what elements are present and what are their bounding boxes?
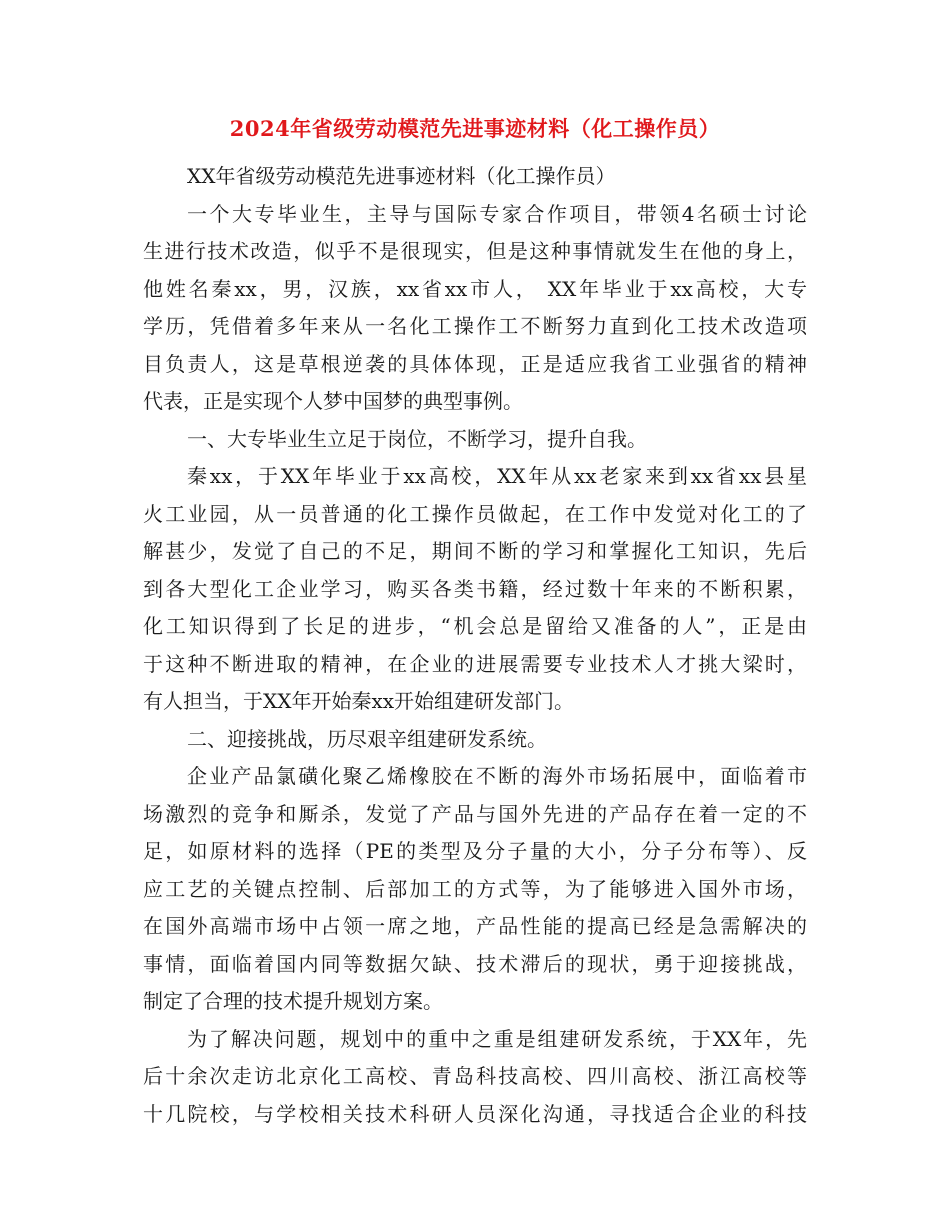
text-line: 一、大专毕业生立足于岗位，不断学习，提升自我。 xyxy=(187,426,647,451)
text-line: 学历，凭借着多年来从一名化工操作工不断努力直到化工技术改造项 xyxy=(143,314,807,338)
text-line: 目负责人，这是草根逆袭的具体体现，正是适应我省工业强省的精神 xyxy=(143,351,807,376)
text-line: 秦xx，于XX年毕业于xx高校，XX年从xx老家来到xx省xx县星 xyxy=(187,464,807,488)
text-line: 代表，正是实现个人梦中国梦的典型事例。 xyxy=(143,389,523,413)
text-line: 在国外高端市场中占领一席之地，产品性能的提高已经是急需解决的 xyxy=(143,914,807,938)
text-line: 解甚少，发觉了自己的不足，期间不断的学习和掌握化工知识，先后 xyxy=(143,539,807,563)
text-line: 企业产品氯磺化聚乙烯橡胶在不断的海外市场拓展中，面临着市 xyxy=(187,764,807,788)
text-line: 十几院校，与学校相关技术科研人员深化沟通，寻找适合企业的科技 xyxy=(143,1101,807,1126)
text-line: 足，如原材料的选择（PE的类型及分子量的大小，分子分布等）、反 xyxy=(143,839,807,863)
text-line: 后十余次走访北京化工高校、青岛科技高校、四川高校、浙江高校等 xyxy=(143,1064,807,1088)
document-title: 2024年省级劳动模范先进事迹材料（化工操作员） xyxy=(229,116,721,141)
text-line: 他姓名秦xx，男，汉族，xx省xx市人， XX年毕业于xx高校，大专 xyxy=(143,276,807,301)
text-line: XX年省级劳动模范先进事迹材料（化工操作员） xyxy=(187,164,616,188)
text-line: 生进行技术改造，似乎不是很现实，但是这种事情就发生在他的身上， xyxy=(143,239,807,263)
text-line: 二、迎接挑战，历尽艰辛组建研发系统。 xyxy=(187,726,547,751)
text-line: 为了解决问题，规划中的重中之重是组建研发系统，于XX年，先 xyxy=(187,1026,807,1051)
text-line: 一个大专毕业生，主导与国际专家合作项目，带领4名硕士讨论 xyxy=(187,201,807,226)
document-body xyxy=(143,158,807,1133)
text-line: 应工艺的关键点控制、后部加工的方式等，为了能够进入国外市场， xyxy=(143,876,807,901)
text-line: 制定了合理的技术提升规划方案。 xyxy=(143,989,443,1013)
text-line: 化工知识得到了长足的进步，“机会总是留给又准备的人”，正是由 xyxy=(143,614,807,638)
text-line: 场激烈的竞争和厮杀，发觉了产品与国外先进的产品存在着一定的不 xyxy=(143,801,807,826)
text-line: 火工业园，从一员普通的化工操作员做起，在工作中发觉对化工的了 xyxy=(143,501,807,526)
text-line: 事情，面临着国内同等数据欠缺、技术滞后的现状，勇于迎接挑战， xyxy=(143,951,807,976)
text-line: 于这种不断进取的精神，在企业的进展需要专业技术人才挑大梁时， xyxy=(143,651,807,676)
text-line: 有人担当，于XX年开始秦xx开始组建研发部门。 xyxy=(143,689,575,713)
text-line: 到各大型化工企业学习，购买各类书籍，经过数十年来的不断积累， xyxy=(143,576,807,601)
